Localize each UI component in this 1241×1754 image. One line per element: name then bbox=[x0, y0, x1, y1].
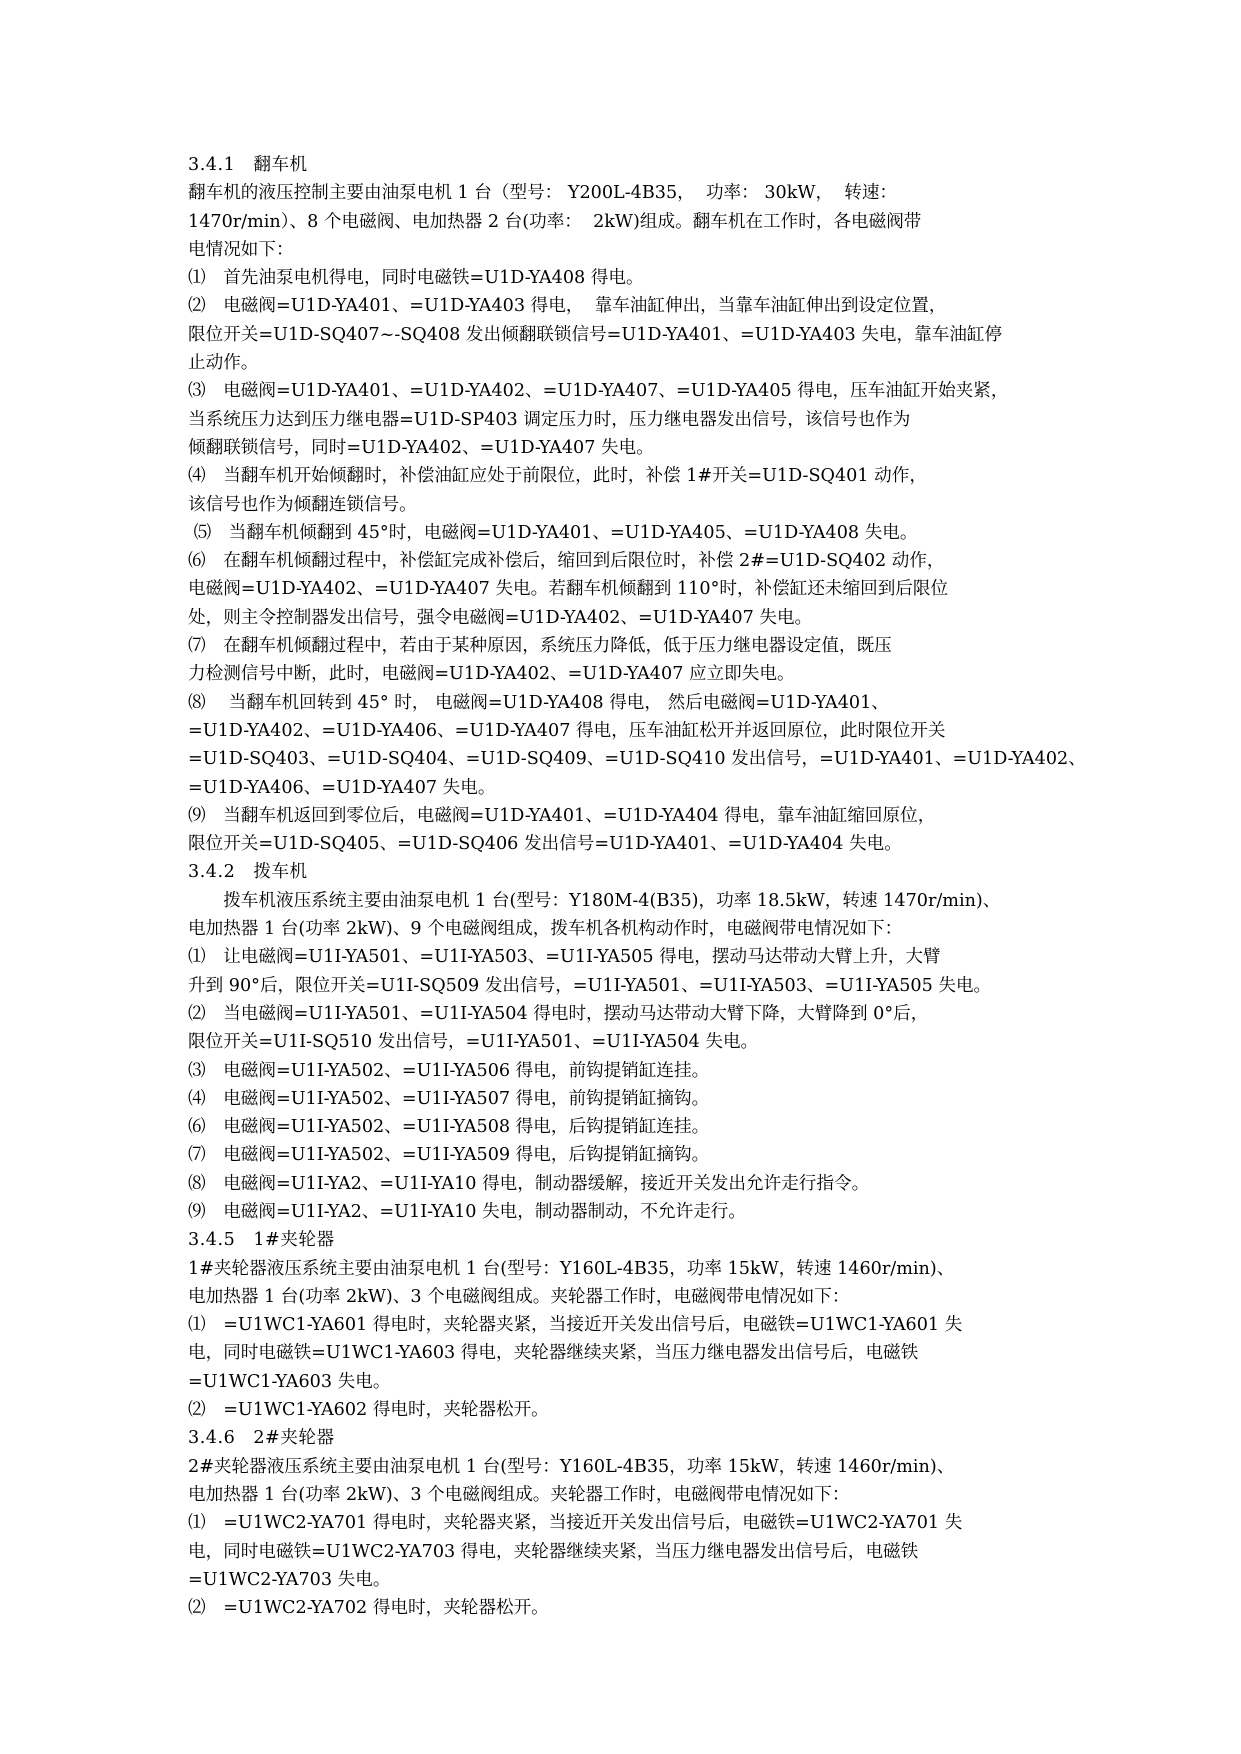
section-heading-3-4-2: 3.4.2 拨车机 bbox=[188, 862, 308, 883]
text-line: ⑶ 电磁阀=U1I-YA502、=U1I-YA506 得电，前钩提销缸连挂。 bbox=[188, 1060, 710, 1081]
text-line: 力检测信号中断，此时，电磁阀=U1D-YA402、=U1D-YA407 应立即失电。 bbox=[188, 664, 795, 685]
text-line: 电，同时电磁铁=U1WC2-YA703 得电，夹轮器继续夹紧，当压力继电器发出信号后，电磁铁 bbox=[188, 1541, 919, 1562]
text-line: ⑵ 当电磁阀=U1I-YA501、=U1I-YA504 得电时，摆动马达带动大臂下降，大臂降到 0°后， bbox=[188, 1003, 929, 1024]
text-line: =U1D-SQ403、=U1D-SQ404、=U1D-SQ409、=U1D-SQ410 发出信号，=U1D-YA401、=U1D-YA402、 bbox=[188, 749, 1086, 770]
text-line: ⑼ 电磁阀=U1I-YA2、=U1I-YA10 失电，制动器制动，不允许走行。 bbox=[188, 1201, 747, 1222]
section-heading-3-4-1: 3.4.1 翻车机 bbox=[188, 155, 308, 175]
text-line: 倾翻联锁信号，同时=U1D-YA402、=U1D-YA407 失电。 bbox=[188, 437, 654, 458]
text-line: 当系统压力达到压力继电器=U1D-SP403 调定压力时，压力继电器发出信号，该信号也作为 bbox=[188, 409, 911, 430]
text-line: ⑸ 当翻车机倾翻到 45°时，电磁阀=U1D-YA401、=U1D-YA405、=U1D-YA408 失电。 bbox=[188, 522, 918, 543]
text-line: 电加热器 1 台(功率 2kW)、3 个电磁阀组成。夹轮器工作时，电磁阀带电情况如下： bbox=[188, 1484, 850, 1505]
text-line: ⑴ 让电磁阀=U1I-YA501、=U1I-YA503、=U1I-YA505 得电，摆动马达带动大臂上升，大臂 bbox=[188, 947, 941, 968]
text-line: ⑴ 首先油泵电机得电，同时电磁铁=U1D-YA408 得电。 bbox=[188, 268, 644, 289]
text-line: =U1D-YA406、=U1D-YA407 失电。 bbox=[188, 777, 496, 798]
text-line: 电加热器 1 台(功率 2kW)、3 个电磁阀组成。夹轮器工作时，电磁阀带电情况如下： bbox=[188, 1286, 850, 1307]
text-line: ⑶ 电磁阀=U1D-YA401、=U1D-YA402、=U1D-YA407、=U1D-YA405 得电，压车油缸开始夹紧， bbox=[188, 381, 1009, 402]
text-line: ⑴ =U1WC1-YA601 得电时，夹轮器夹紧，当接近开关发出信号后，电磁铁=U1WC1-YA601 失 bbox=[188, 1315, 963, 1336]
text-line: =U1WC2-YA703 失电。 bbox=[188, 1569, 391, 1590]
text-line: ⑻ 当翻车机回转到 45° 时， 电磁阀=U1D-YA408 得电， 然后电磁阀=U1D-YA401、 bbox=[188, 692, 889, 713]
text-line: ⑵ =U1WC1-YA602 得电时，夹轮器松开。 bbox=[188, 1400, 549, 1421]
text-line: 电磁阀=U1D-YA402、=U1D-YA407 失电。若翻车机倾翻到 110°时，补偿缸还未缩回到后限位 bbox=[188, 579, 949, 600]
text-line: 电加热器 1 台(功率 2kW)、9 个电磁阀组成，拨车机各机构动作时，电磁阀带电情况如下： bbox=[188, 919, 903, 940]
text-line: ⑹ 电磁阀=U1I-YA502、=U1I-YA508 得电，后钩提销缸连挂。 bbox=[188, 1117, 710, 1138]
text-line: ⑵ =U1WC2-YA702 得电时，夹轮器松开。 bbox=[188, 1598, 549, 1619]
text-line: 2#夹轮器液压系统主要由油泵电机 1 台(型号：Y160L-4B35，功率 15kW，转速 1460r/min)、 bbox=[188, 1456, 955, 1477]
text-line: 拨车机液压系统主要由油泵电机 1 台(型号：Y180M-4(B35)，功率 18.5kW，转速 1470r/min)、 bbox=[188, 890, 1001, 911]
text-line: ⑷ 电磁阀=U1I-YA502、=U1I-YA507 得电，前钩提销缸摘钩。 bbox=[188, 1088, 710, 1109]
text-line: =U1WC1-YA603 失电。 bbox=[188, 1371, 391, 1392]
text-line: =U1D-YA402、=U1D-YA406、=U1D-YA407 得电，压车油缸松开并返回原位，此时限位开关 bbox=[188, 720, 946, 741]
text-line: 限位开关=U1D-SQ405、=U1D-SQ406 发出信号=U1D-YA401、=U1D-YA404 失电。 bbox=[188, 834, 902, 855]
section-heading-3-4-6: 3.4.6 2#夹轮器 bbox=[188, 1428, 335, 1449]
text-line: ⑺ 在翻车机倾翻过程中，若由于某种原因，系统压力降低，低于压力继电器设定值，既压 bbox=[188, 636, 892, 657]
text-line: 该信号也作为倾翻连锁信号。 bbox=[188, 494, 417, 515]
section-heading-3-4-5: 3.4.5 1#夹轮器 bbox=[188, 1230, 335, 1251]
text-line: ⑵ 电磁阀=U1D-YA401、=U1D-YA403 得电， 靠车油缸伸出，当靠车油缸伸出到设定位置， bbox=[188, 296, 947, 317]
text-line: ⑹ 在翻车机倾翻过程中，补偿缸完成补偿后，缩回到后限位时，补偿 2#=U1D-SQ402 动作， bbox=[188, 551, 945, 572]
text-line: 限位开关=U1I-SQ510 发出信号，=U1I-YA501、=U1I-YA504 失电。 bbox=[188, 1032, 759, 1053]
text-line: ⑷ 当翻车机开始倾翻时，补偿油缸应处于前限位，此时，补偿 1#开关=U1D-SQ401 动作， bbox=[188, 466, 927, 487]
text-line: ⑻ 电磁阀=U1I-YA2、=U1I-YA10 得电，制动器缓解，接近开关发出允许走行指令。 bbox=[188, 1173, 870, 1194]
text-line: 1#夹轮器液压系统主要由油泵电机 1 台(型号：Y160L-4B35，功率 15kW，转速 1460r/min)、 bbox=[188, 1258, 955, 1279]
text-line: 电，同时电磁铁=U1WC1-YA603 得电，夹轮器继续夹紧，当压力继电器发出信号后，电磁铁 bbox=[188, 1343, 919, 1364]
text-line: 升到 90°后，限位开关=U1I-SQ509 发出信号，=U1I-YA501、=U1I-YA503、=U1I-YA505 失电。 bbox=[188, 975, 992, 996]
text-line: 电情况如下： bbox=[188, 239, 294, 260]
text-line: 限位开关=U1D-SQ407~-SQ408 发出倾翻联锁信号=U1D-YA401、=U1D-YA403 失电，靠车油缸停 bbox=[188, 324, 1003, 345]
text-line: ⑼ 当翻车机返回到零位后，电磁阀=U1D-YA401、=U1D-YA404 得电，靠车油缸缩回原位， bbox=[188, 805, 936, 826]
text-line: ⑴ =U1WC2-YA701 得电时，夹轮器夹紧，当接近开关发出信号后，电磁铁=U1WC2-YA701 失 bbox=[188, 1513, 963, 1534]
document-body bbox=[188, 151, 1086, 1622]
text-line: ⑺ 电磁阀=U1I-YA502、=U1I-YA509 得电，后钩提销缸摘钩。 bbox=[188, 1145, 710, 1166]
text-line: 1470r/min）、8 个电磁阀、电加热器 2 台(功率： 2kW)组成。翻车机在工作时，各电磁阀带 bbox=[188, 211, 922, 232]
text-line: 翻车机的液压控制主要由油泵电机 1 台（型号： Y200L-4B35， 功率： 30kW， 转速： bbox=[188, 183, 898, 204]
text-line: 止动作。 bbox=[188, 353, 259, 374]
text-line: 处，则主令控制器发出信号，强令电磁阀=U1D-YA402、=U1D-YA407 失电。 bbox=[188, 607, 813, 628]
